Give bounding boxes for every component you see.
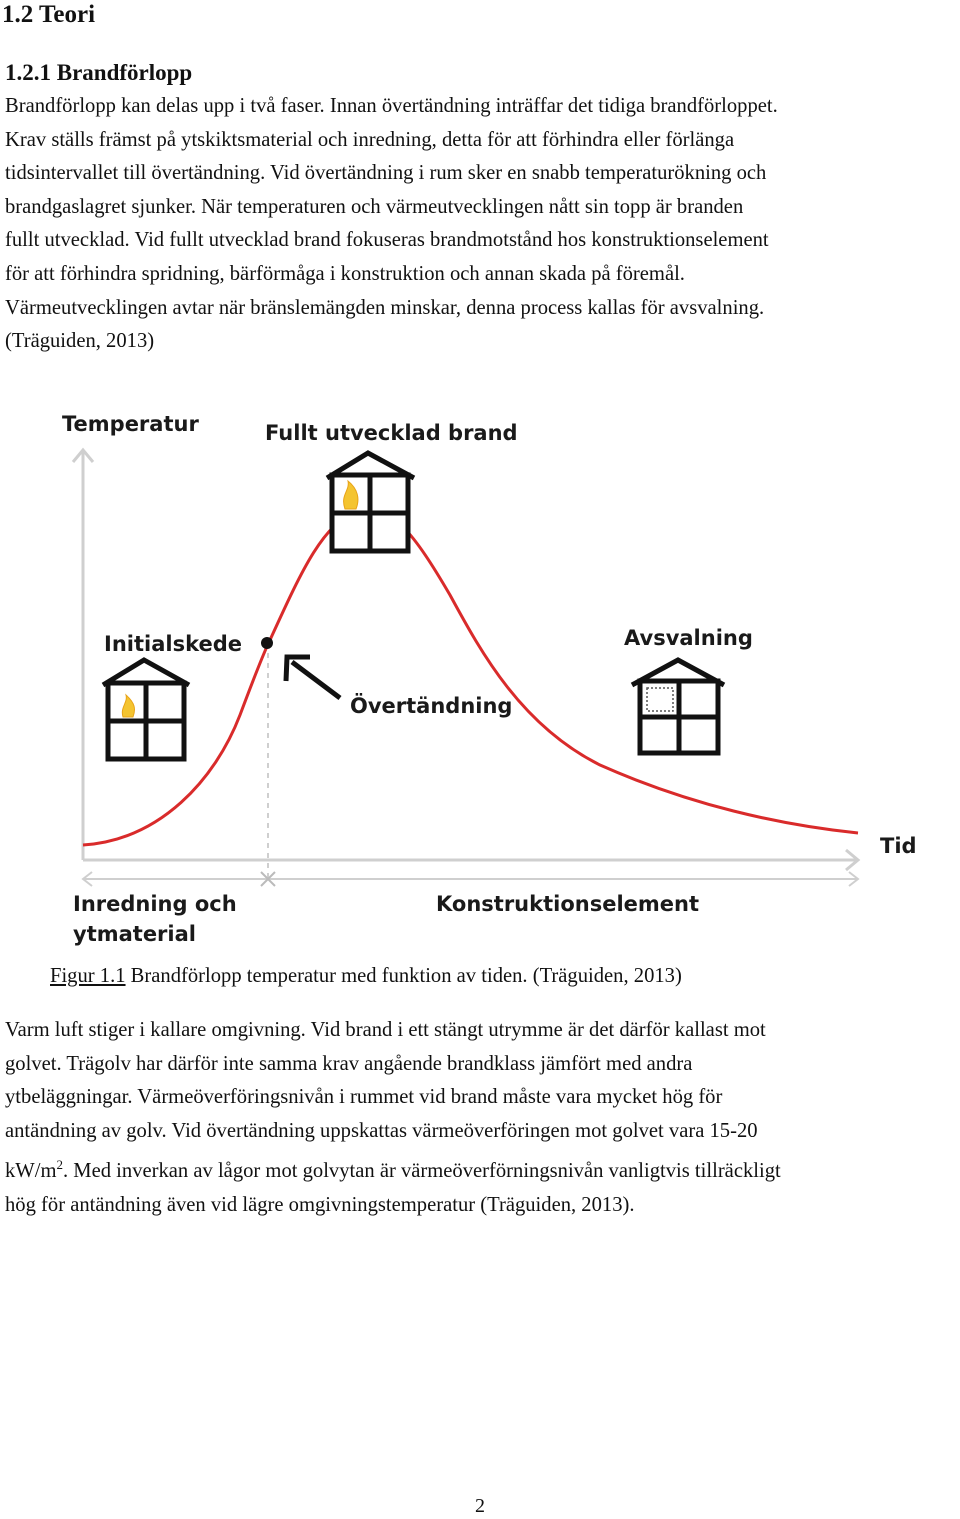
unit-line-rest: . Med inverkan av lågor mot golvytan är värmeöverförningsnivån vanligtvis tillräckligt	[62, 1160, 781, 1183]
paragraph-line: fullt utvecklad. Vid fullt utvecklad brand fokuseras brandmotstånd hos konstruktionselement	[5, 229, 769, 252]
fire-development-figure	[40, 395, 930, 955]
y-axis-label: Temperatur	[62, 412, 199, 436]
flashover-arrow	[286, 657, 340, 698]
house-fully-developed-icon	[327, 453, 414, 551]
paragraph-line: tidsintervallet till övertändning. Vid övertändning i rum sker en snabb temperaturökning och	[5, 162, 767, 185]
paragraph-line	[5, 1148, 957, 1188]
figure-caption	[50, 962, 682, 990]
subsection-heading: 1.2.1 Brandförlopp	[5, 60, 193, 85]
figure-number: Figur 1.1	[50, 965, 126, 987]
cooling-label: Avsvalning	[624, 626, 753, 650]
construction-label: Konstruktionselement	[436, 892, 700, 916]
page-number: 2	[475, 1495, 485, 1517]
flashover-label: Övertändning	[350, 694, 513, 718]
paragraph-line: antändning av golv. Vid övertändning uppskattas värmeöverföringen mot golvet vara 15-20	[5, 1119, 758, 1142]
section-heading: 1.2 Teori	[2, 1, 96, 28]
unit-superscript: 2	[56, 1157, 63, 1173]
temperature-curve	[83, 509, 858, 845]
paragraph-line: ytbeläggningar. Värmeöverföringsnivån i rummet vid brand måste vara mycket hög för	[5, 1086, 723, 1109]
flashover-point	[261, 637, 273, 649]
paragraph-brandforlopp	[5, 90, 957, 359]
fully-developed-label: Fullt utvecklad brand	[265, 421, 518, 445]
initial-stage-label: Initialskede	[104, 632, 242, 656]
paragraph-floor	[5, 1014, 957, 1222]
house-cooling-icon	[632, 660, 724, 753]
paragraph-line: golvet. Trägolv har därför inte samma krav angående brandklass jämfört med andra	[5, 1052, 693, 1075]
x-axis-label: Tid	[880, 834, 917, 858]
house-initial-stage-icon	[103, 660, 189, 759]
paragraph-line: brandgaslagret sjunker. När temperaturen och värmeutvecklingen nått sin topp är branden	[5, 195, 744, 218]
paragraph-line: för att förhindra spridning, bärförmåga i konstruktion och annan skada på föremål.	[5, 262, 685, 285]
paragraph-line: Varm luft stiger i kallare omgivning. Vid brand i ett stängt utrymme är det därför kallast mot	[5, 1019, 766, 1041]
paragraph-line: Krav ställs främst på ytskiktsmaterial och inredning, detta för att förhindra eller förlänga	[5, 128, 735, 151]
axes	[73, 450, 858, 886]
unit-text: kW/m	[5, 1160, 57, 1183]
caption-text: Brandförlopp temperatur med funktion av tiden. (Träguiden, 2013)	[125, 965, 682, 987]
paragraph-line: Värmeutvecklingen avtar när bränslemängden minskar, denna process kallas för avsvalning.	[5, 296, 765, 319]
furnishing-label-line1: Inredning och	[73, 892, 237, 916]
furnishing-label-line2: ytmaterial	[73, 922, 196, 946]
paragraph-line: hög för antändning även vid lägre omgivningstemperatur (Träguiden, 2013).	[5, 1193, 635, 1216]
paragraph-line: (Träguiden, 2013)	[5, 330, 155, 353]
paragraph-line: Brandförlopp kan delas upp i två faser. Innan övertändning inträffar det tidiga brandförloppet.	[5, 95, 778, 117]
